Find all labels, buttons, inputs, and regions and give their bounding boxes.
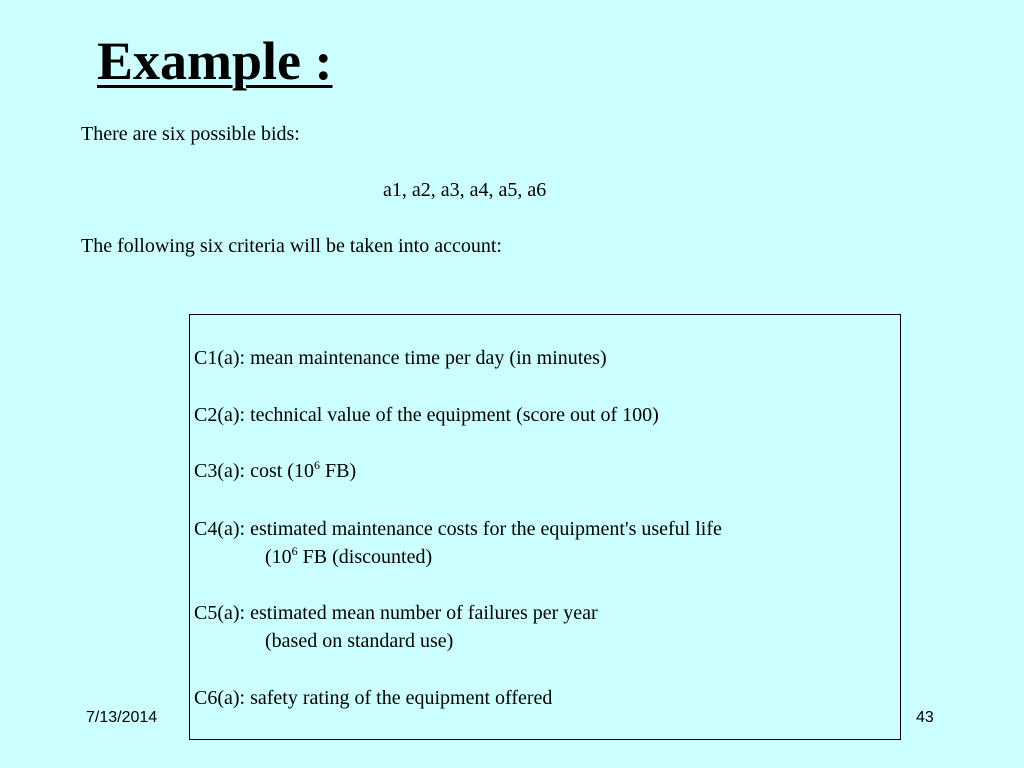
criterion-c3-exponent: 6	[313, 458, 320, 472]
criterion-c5	[194, 603, 598, 651]
criterion-c4-cont-pre: (10	[265, 546, 292, 568]
criterion-c5-text: C5(a): estimated mean number of failures per year	[194, 602, 598, 624]
slide-title: Example :	[97, 31, 333, 91]
criteria-intro-text: The following six criteria will be taken into account:	[81, 235, 502, 257]
criterion-c3-post: FB)	[319, 460, 357, 482]
criterion-c3	[194, 458, 357, 482]
criterion-c1: C1(a): mean maintenance time per day (in minutes)	[194, 347, 607, 369]
intro-text: There are six possible bids:	[81, 123, 300, 145]
criterion-c4-text: C4(a): estimated maintenance costs for the equipment's useful life	[194, 518, 722, 540]
page-number: 43	[916, 709, 934, 726]
bids-list: a1, a2, a3, a4, a5, a6	[383, 179, 547, 201]
criterion-c4-continuation	[194, 544, 722, 568]
criterion-c6: C6(a): safety rating of the equipment offered	[194, 687, 553, 709]
criterion-c4-cont-post: FB (discounted)	[297, 546, 433, 568]
criterion-c4	[194, 519, 722, 567]
footer-date: 7/13/2014	[86, 709, 158, 726]
criterion-c5-continuation: (based on standard use)	[265, 630, 454, 652]
criterion-c2: C2(a): technical value of the equipment (score out of 100)	[194, 404, 659, 426]
criterion-c3-pre: C3(a): cost (10	[194, 460, 314, 482]
criterion-c4-exponent: 6	[291, 544, 298, 558]
